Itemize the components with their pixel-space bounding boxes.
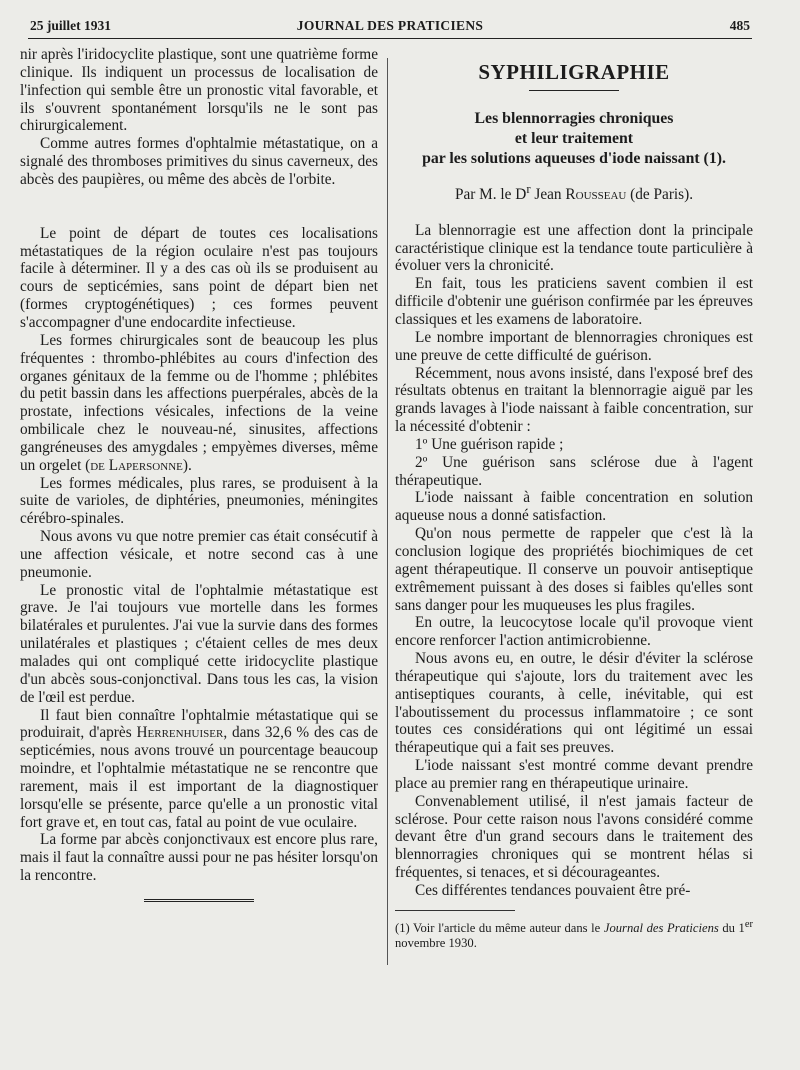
- paragraph: Il faut bien connaître l'ophtalmie métastatique qui se produirait, d'après Herrenhuiser, dans 32,6 % des cas de septicémies, nous avons trouvé un pourcentage beaucoup moindre, et l'ophtalmie métastatique ne se rencontre que rarement, mais il est important de la diagnostiquer lorsqu'elle se présente, parce qu'elle a un pronostic vital fort grave et, en tout cas, fatal au point de vue oculaire.: [20, 706, 378, 831]
- author-name: Herrenhuiser: [136, 724, 224, 742]
- paragraph: L'iode naissant s'est montré comme devant prendre place au premier rang en thérapeutique urinaire.: [395, 757, 753, 792]
- paragraph: Le nombre important de blennorragies chroniques est une preuve de cette difficulté de guérison.: [395, 328, 753, 364]
- paragraph: Nous avons vu que notre premier cas était consécutif à une affection vésicale, et notre second cas à une pneumonie.: [20, 528, 378, 581]
- footnote-rule: [395, 910, 515, 911]
- paragraph: Nous avons eu, en outre, le désir d'éviter la sclérose thérapeutique qui s'ajoute, lors du traitement avec les antiseptiques courants, à celle, inévitable, qui est l'aboutissement du processus inflammatoire ; ce sont toutes ces considérations qui ont légitimé un essai thérapeutique qui a fait ses preuves.: [395, 650, 753, 757]
- paragraph: Le point de départ de toutes ces localisations métastatiques de la région oculaire n'est pas toujours facile à déterminer. Il y a des cas où ils se produisent au cours de septicémies, sans point de départ bien net (formes cryptogénétiques) ; ces formes peuvent s'accompagner d'une endocardite infectieuse.: [20, 224, 378, 331]
- author-name: Rousseau: [565, 185, 627, 203]
- left-column: [20, 46, 378, 904]
- column-rule: [387, 58, 388, 965]
- paragraph: Les formes chirurgicales sont de beaucoup les plus fréquentes : thrombo-phlébites au cours d'infection des organes génitaux de la femme ou de l'homme ; phlébites du petit bassin dans les affections puerpérales, abcès de la prostate, infections vésicales, infections de la veine ombilicale chez le nouveau-né, sinusites, affections gangréneuses des amygdales ; empyèmes diverses, même un orgelet (de Lapersonne).: [20, 331, 378, 474]
- right-column: [395, 46, 753, 951]
- page-number: 485: [729, 18, 750, 33]
- list-item: 1º Une guérison rapide ;: [415, 435, 564, 453]
- paragraph: nir après l'iridocyclite plastique, sont une quatrième forme clinique. Ils indiquent un processus de localisation de l'infection qui semble être un pronostic vital favorable, et ils s'ouvrent spontanément lorsqu'ils ne le sont pas chirurgicalement.: [20, 46, 378, 135]
- paragraph: Récemment, nous avons insisté, dans l'exposé bref des résultats obtenus en traitant la blennorragie aiguë par les grands lavages à l'iode naissant à faible concentration, sur la nécessité d'obtenir :: [395, 364, 753, 436]
- paragraph: L'iode naissant à faible concentration en solution aqueuse nous a donné satisfaction.: [395, 489, 753, 525]
- title-rule: [529, 90, 619, 91]
- paragraph-gap: [20, 189, 378, 225]
- byline: Par M. le $D^r$ Jean Rousseau (de Paris).: [454, 181, 694, 203]
- paragraph: Ces différentes tendances pouvaient être pré-: [415, 882, 691, 899]
- paragraph: Comme autres formes d'ophtalmie métastatique, on a signalé des thromboses primitives du sinus caverneux, des abcès des paupières, ou même des abcès de l'orbite.: [20, 135, 378, 188]
- end-of-article-rule: [144, 899, 254, 904]
- article-title: Les blennorragies chroniques et leur traitement par les solutions aqueuses d'iode naissant (1).: [422, 109, 726, 167]
- footnote: (1) Voir l'article du même auteur dans le Journal des Praticiens du 1er novembre 1930.: [395, 918, 754, 951]
- paragraph: Convenablement utilisé, il n'est jamais facteur de sclérose. Pour cette raison nous l'avons considéré comme devant être d'un grand secours dans le traitement des blennorragies chroniques qui se montrent hélas si fréquentes, si tenaces, et si décourageantes.: [395, 792, 753, 882]
- section-title: SYPHILIGRAPHIE: [478, 60, 670, 84]
- header-rule: [28, 38, 752, 39]
- paragraph: Les formes médicales, plus rares, se produisent à la suite de varioles, de diphtéries, pneumonies, méningites cérébro-spinales.: [20, 474, 378, 528]
- paragraph: Qu'on nous permette de rappeler que c'est là la conclusion logique des propriétés biochimiques de cet agent thérapeutique. Il conserve un pouvoir antiseptique extrêmement puissant à des doses si faibles qu'elles sont sans danger pour les muqueuses les plus fragiles.: [395, 525, 753, 614]
- paragraph: Le pronostic vital de l'ophtalmie métastatique est grave. Je l'ai toujours vue mortelle dans les formes bilatérales et purulentes. J'ai vue la survie dans des formes unilatérales et plastiques ; c'étaient celles de mes deux malades qui ont compliqué cette iridocyclite plastique d'un abcès sous-conjonctival. Dans tous les cas, la vision de l'œil est perdue.: [20, 581, 378, 706]
- paragraph: En outre, la leucocytose locale qu'il provoque vient encore renforcer l'action antimicrobienne.: [395, 614, 753, 650]
- running-header: [30, 14, 750, 38]
- paragraph: La blennorragie est une affection dont la principale caractéristique clinique est la tendance toute particulière à évoluer vers la chronicité.: [395, 221, 753, 275]
- journal-title: Journal des Praticiens: [603, 921, 719, 936]
- paragraph: En fait, tous les praticiens savent combien il est difficile d'obtenir une guérison confirmée par les épreuves classiques et les examens de laboratoire.: [395, 275, 753, 328]
- paragraph: La forme par abcès conjonctivaux est encore plus rare, mais il faut la connaître aussi pour ne pas hésiter lorsqu'on la rencontre.: [20, 831, 378, 885]
- issue-date: 25 juillet 1931: [30, 18, 111, 33]
- journal-name: JOURNAL DES PRATICIENS: [296, 18, 484, 33]
- list-item: 2º Une guérison sans sclérose due à l'agent thérapeutique.: [395, 453, 753, 489]
- author-name: de Lapersonne: [90, 456, 183, 474]
